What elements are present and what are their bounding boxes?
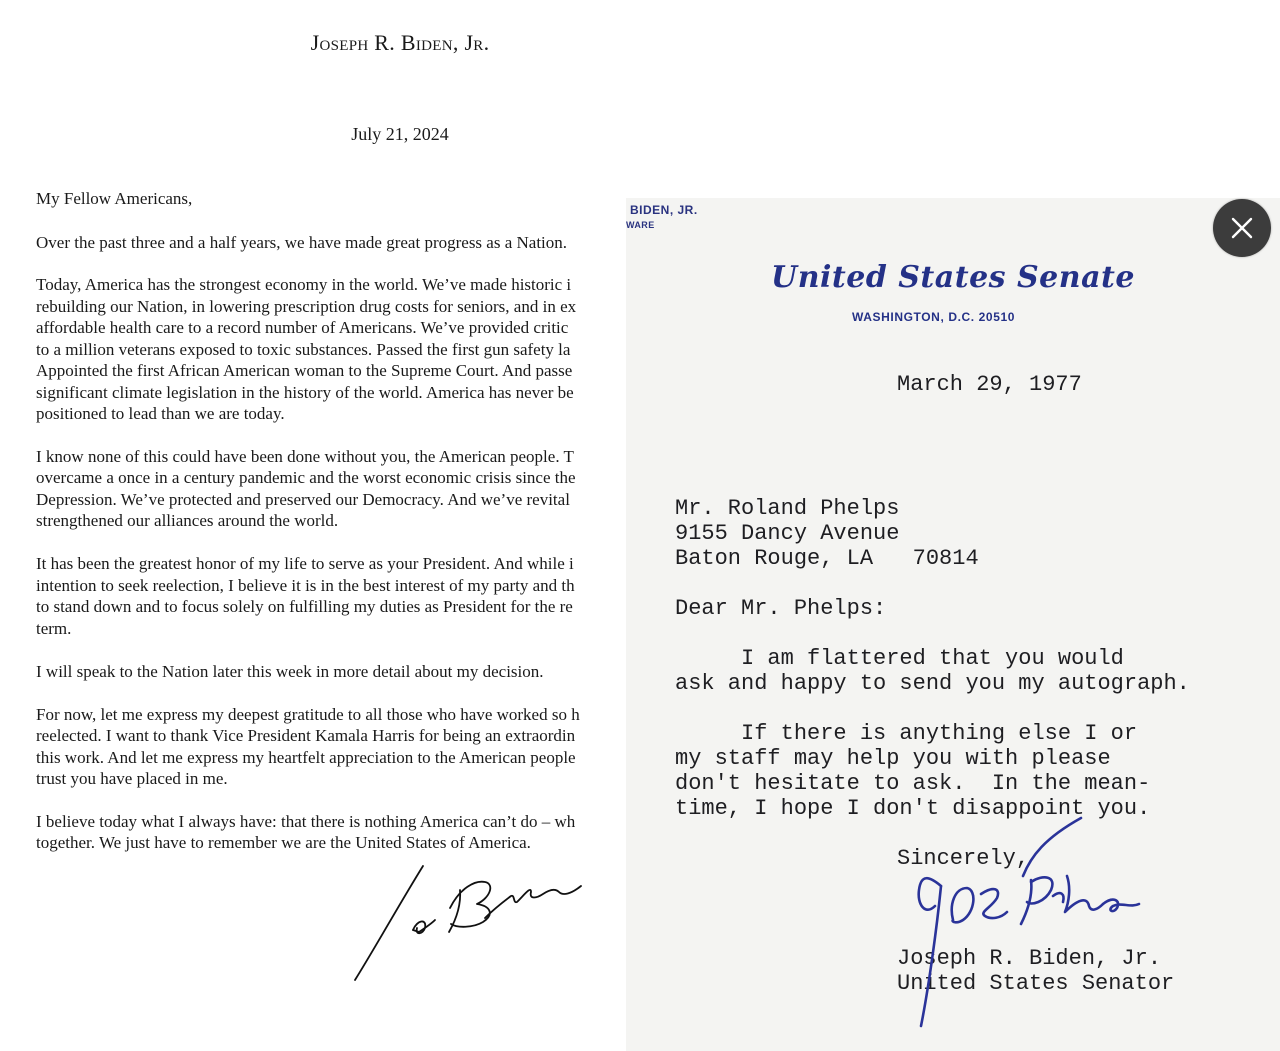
letter-2024-line: Over the past three and a half years, we have made great progress as a Nation. xyxy=(36,233,568,252)
signature-2024 xyxy=(345,858,595,988)
signature-1977 xyxy=(881,816,1141,1046)
body-line: don't hesitate to ask. In the mean- xyxy=(675,771,1151,796)
letter-2024-line: strengthened our alliances around the world. xyxy=(36,511,339,530)
letter-2024-line: I believe today what I always have: that there is nothing America can’t do – wh xyxy=(36,812,576,831)
letter-2024-line: overcame a once in a century pandemic and the worst economic crisis since the xyxy=(36,468,576,487)
close-button[interactable] xyxy=(1213,199,1271,257)
recipient-address-line: 9155 Dancy Avenue xyxy=(675,521,900,546)
letter-2024-line: It has been the greatest honor of my life to serve as your President. And while i xyxy=(36,554,574,573)
body-line: I am flattered that you would xyxy=(675,646,1124,671)
body-line: my staff may help you with please xyxy=(675,746,1111,771)
body-line: time, I hope I don't disappoint you. xyxy=(675,796,1151,821)
salutation: Dear Mr. Phelps: xyxy=(675,596,887,621)
letter-2024-line: Today, America has the strongest economy in the world. We’ve made historic i xyxy=(36,275,572,294)
letter-2024-line: I will speak to the Nation later this week in more detail about my decision. xyxy=(36,662,544,681)
letter-2024-line: My Fellow Americans, xyxy=(36,189,193,208)
letter-2024-line: this work. And let me express my heartfelt appreciation to the American people xyxy=(36,748,576,767)
signer-title: United States Senator xyxy=(897,971,1175,996)
recipient-address-line: Mr. Roland Phelps xyxy=(675,496,900,521)
recipient-address-line: Baton Rouge, LA 70814 xyxy=(675,546,979,571)
closing: Sincerely, xyxy=(897,846,1030,871)
letter-2024-line: together. We just have to remember we are the United States of America. xyxy=(36,833,531,852)
signer-name: Joseph R. Biden, Jr. xyxy=(897,946,1162,971)
letterhead-corner-name: BIDEN, JR. xyxy=(630,203,698,217)
body-line: If there is anything else I or xyxy=(675,721,1138,746)
letter-2024-line: Depression. We’ve protected and preserved our Democracy. And we’ve revital xyxy=(36,490,570,509)
letter-2024-line: trust you have placed in me. xyxy=(36,769,228,788)
letter-2024-line: intention to seek reelection, I believe it is in the best interest of my party and th xyxy=(36,576,575,595)
letter-2024-line: term. xyxy=(36,619,72,638)
senate-letterhead: United States Senate xyxy=(771,260,1135,295)
letter-1977-date: March 29, 1977 xyxy=(897,372,1082,397)
letterhead-corner-state: WARE xyxy=(626,220,655,230)
letter-2024-line: Appointed the first African American woman to the Supreme Court. And passe xyxy=(36,361,573,380)
letter-1977 xyxy=(626,198,1280,1051)
letter-2024-line: I know none of this could have been done without you, the American people. T xyxy=(36,447,574,466)
letter-2024-date: July 21, 2024 xyxy=(351,124,449,144)
letter-2024-line: affordable health care to a record number of Americans. We’ve provided critic xyxy=(36,318,569,337)
letter-2024-line: to stand down and to focus solely on fulfilling my duties as President for the re xyxy=(36,597,573,616)
letterhead-address: WASHINGTON, D.C. 20510 xyxy=(852,310,1016,324)
letter-2024-line: For now, let me express my deepest gratitude to all those who have worked so h xyxy=(36,705,580,724)
letter-2024-line: rebuilding our Nation, in lowering prescription drug costs for seniors, and in ex xyxy=(36,297,577,316)
letter-2024-line: to a million veterans exposed to toxic substances. Passed the first gun safety la xyxy=(36,340,571,359)
letter-2024-line: reelected. I want to thank Vice President Kamala Harris for being an extraordin xyxy=(36,726,576,745)
letter-2024-header: Joseph R. Biden, Jr. xyxy=(310,30,490,55)
letter-2024-line: significant climate legislation in the history of the world. America has never be xyxy=(36,383,574,402)
body-line: ask and happy to send you my autograph. xyxy=(675,671,1190,696)
close-icon xyxy=(1213,199,1271,257)
letter-2024-line: positioned to lead than we are today. xyxy=(36,404,285,423)
